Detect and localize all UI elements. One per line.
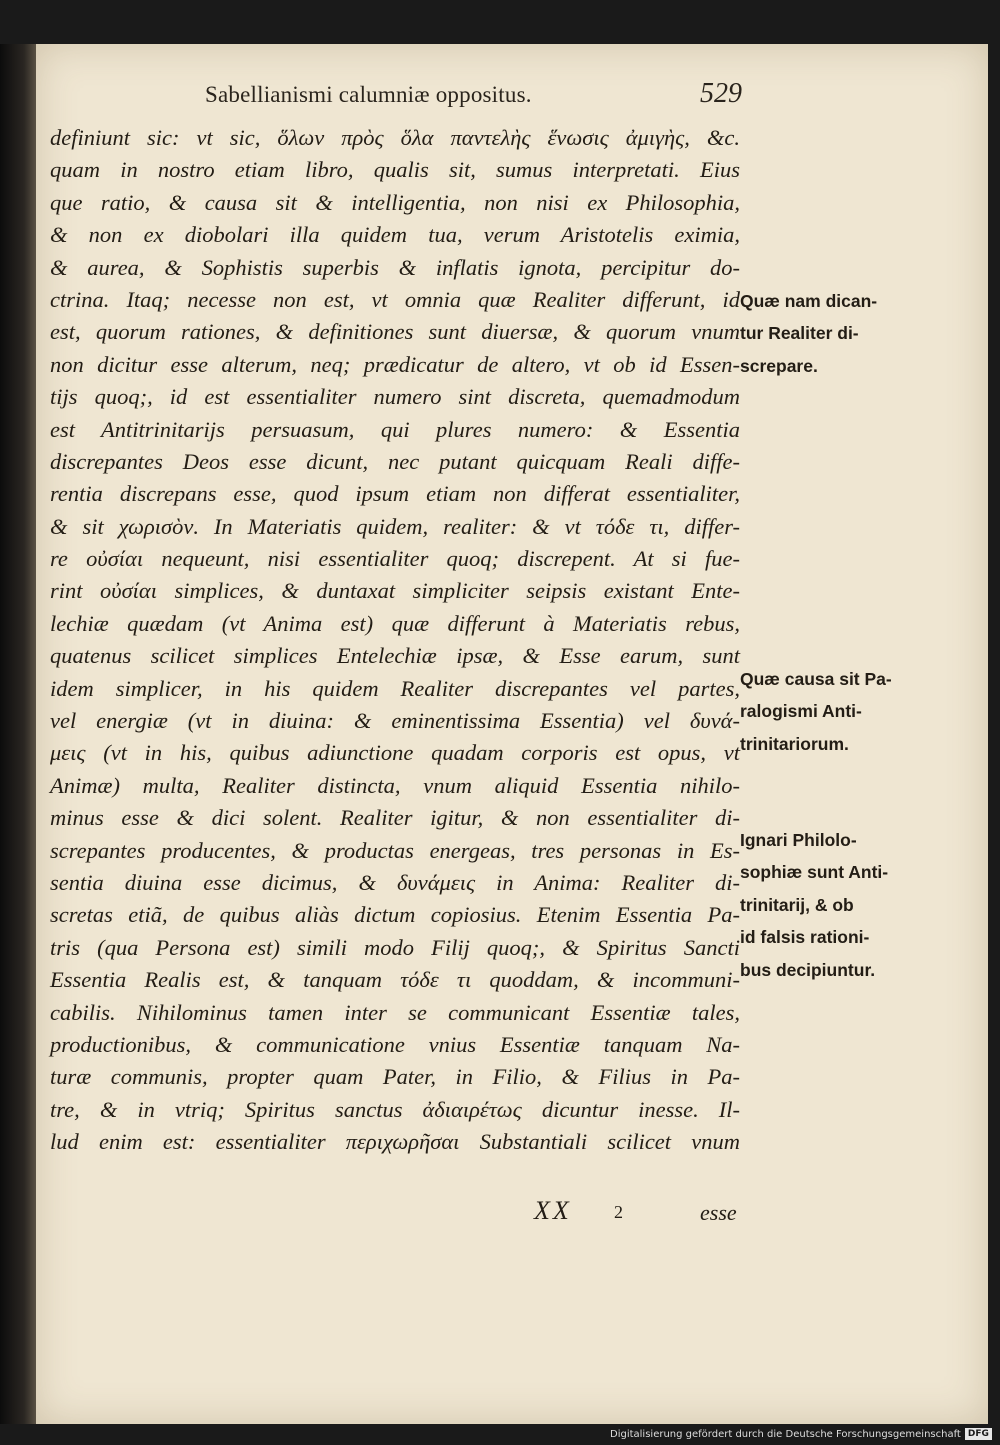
text-line: lud enim est: essentialiter περιχωρῆσαι Substantiali scilicet vnum <box>50 1129 740 1155</box>
text-line: Animæ) multa, Realiter distincta, vnum aliquid Essentia nihilo- <box>50 772 740 798</box>
text-line: Essentia Realis est, & tanquam τόδε τι quoddam, & incommuni- <box>50 967 740 993</box>
text-line: non dicitur esse alterum, neq; prædicatur de altero, vt ob id Essen- <box>50 351 740 377</box>
body-text <box>50 122 740 1159</box>
text-line: re οὐσίαι nequeunt, nisi essentialiter quoq; discrepent. At si fue- <box>50 546 740 572</box>
marginal-note-line: trinitarij, & ob <box>740 894 854 915</box>
text-line: definiunt sic: vt sic, ὅλων πρὸς ὅλα παντελὴς ἕνωσις ἀμιγὴς, &c. <box>50 125 740 150</box>
marginal-note-line: bus decipiuntur. <box>740 959 876 980</box>
text-line: quatenus scilicet simplices Entelechiæ ipsæ, & Esse earum, sunt <box>50 643 740 669</box>
text-line: est, quorum rationes, & definitiones sunt diuersæ, & quorum vnum <box>50 319 740 345</box>
running-head: Sabellianismi calumniæ oppositus. <box>205 82 532 107</box>
catchword: esse <box>700 1200 737 1225</box>
marginal-note-line: ralogismi Anti- <box>740 701 862 722</box>
marginal-note-line: tur Realiter di- <box>740 323 859 344</box>
marginal-note-line: id falsis rationi- <box>740 927 870 948</box>
text-line: & sit χωρισὸν. In Materiatis quidem, realiter: & vt τόδε τι, differ- <box>50 513 740 539</box>
book-gutter-edge <box>0 44 40 1424</box>
funding-footer <box>610 1428 992 1440</box>
marginal-note-1 <box>740 285 877 382</box>
text-line: turæ communis, propter quam Pater, in Filio, & Filius in Pa- <box>50 1064 740 1090</box>
text-line: vel energiæ (vt in diuina: & eminentissima Essentia) vel δυνά- <box>50 708 740 734</box>
text-line: quam in nostro etiam libro, qualis sit, sumus interpretati. Eius <box>50 157 740 183</box>
text-line: μεις (vt in his, quibus adiunctione quadam corporis est opus, vt <box>50 740 740 766</box>
marginal-note-line: screpare. <box>740 355 818 376</box>
text-line: ctrina. Itaq; necesse non est, vt omnia quæ Realiter differunt, id <box>50 286 740 312</box>
text-line: tre, & in vtriq; Spiritus sanctus ἀδιαιρέτως dicuntur inesse. Il- <box>50 1096 740 1122</box>
text-line: lechiæ quædam (vt Anima est) quæ differunt à Materiatis rebus, <box>50 610 740 636</box>
text-line: tijs quoq;, id est essentialiter numero sint discreta, quemadmodum <box>50 384 740 410</box>
marginal-note-2 <box>740 663 892 760</box>
text-line: discrepantes Deos esse dicunt, nec putant quicquam Reali diffe- <box>50 448 740 474</box>
text-line: & non ex diobolari illa quidem tua, verum Aristotelis eximia, <box>50 222 740 248</box>
text-line: scretas etiã, de quibus aliàs dictum copiosius. Etenim Essentia Pa- <box>50 902 740 928</box>
text-line: rint οὐσίαι simplices, & duntaxat simpliciter seipsis existant Ente- <box>50 578 740 604</box>
text-line: screpantes producentes, & productas energeas, tres personas in Es- <box>50 837 740 863</box>
marginal-note-line: Quæ nam dican- <box>740 291 878 311</box>
marginal-note-line: sophiæ sunt Anti- <box>740 862 889 883</box>
text-line: rentia discrepans esse, quod ipsum etiam non differat essentialiter, <box>50 481 740 507</box>
page-number: 529 <box>700 78 742 109</box>
marginal-note-3 <box>740 824 888 986</box>
signature-number: 2 <box>614 1202 623 1222</box>
text-line: tris (qua Persona est) simili modo Filij quoq;, & Spiritus Sancti <box>50 934 740 960</box>
marginal-note-line: Quæ causa sit Pa- <box>740 669 892 689</box>
signature-mark: XX <box>534 1196 572 1225</box>
text-line: cabilis. Nihilominus tamen inter se communicant Essentiæ tales, <box>50 999 740 1025</box>
footer-text: Digitalisierung gefördert durch die Deutsche Forschungsgemeinschaft <box>610 1428 961 1440</box>
text-line: est Antitrinitarijs persuasum, qui plures numero: & Essentia <box>50 416 740 442</box>
text-line: que ratio, & causa sit & intelligentia, non nisi ex Philosophia, <box>50 189 740 215</box>
text-line: sentia diuina esse dicimus, & δυνάμεις in Anima: Realiter di- <box>50 869 740 895</box>
text-line: idem simplicer, in his quidem Realiter discrepantes vel partes, <box>50 675 740 701</box>
marginal-note-line: trinitariorum. <box>740 733 849 754</box>
text-line: minus esse & dici solent. Realiter igitur, & non essentialiter di- <box>50 805 740 831</box>
text-line: & aurea, & Sophistis superbis & inflatis ignota, percipitur do- <box>50 254 740 280</box>
text-line: productionibus, & communicatione vnius Essentiæ tanquam Na- <box>50 1031 740 1057</box>
marginal-note-line: Ignari Philolo- <box>740 830 857 850</box>
dfg-logo: DFG <box>965 1428 992 1440</box>
